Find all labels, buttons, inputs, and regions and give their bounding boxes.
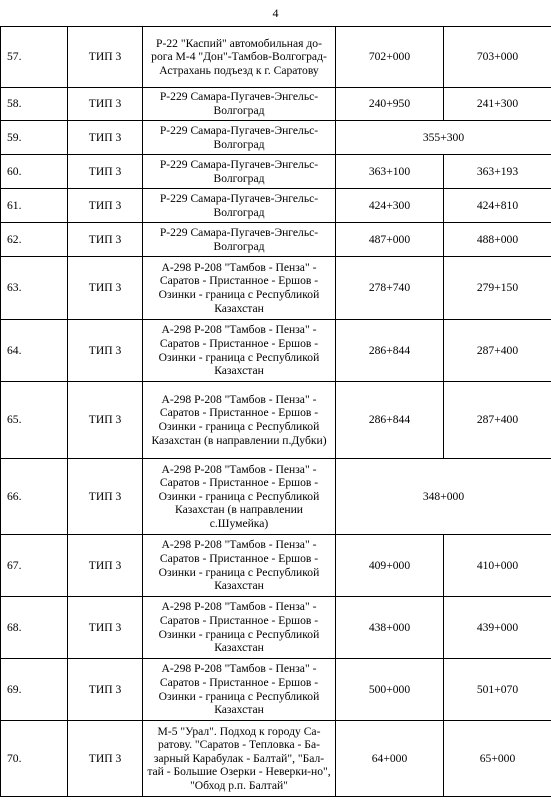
table-row — [1, 597, 551, 659]
row-type: ТИП 3 — [68, 257, 143, 320]
row-type: ТИП 3 — [68, 155, 143, 189]
row-number: 63. — [1, 257, 68, 320]
row-road: А-298 Р-208 "Тамбов - Пенза" - Саратов - Пристанное - Ершов - Озинки - граница с Республикой Казахстан — [143, 659, 336, 721]
table-row — [1, 382, 551, 459]
row-number: 57. — [1, 27, 68, 88]
row-road: А-298 Р-208 "Тамбов - Пенза" - Саратов - Пристанное - Ершов - Озинки - граница с Республикой Казахстан — [143, 535, 336, 597]
table-row — [1, 320, 551, 382]
table-row — [1, 721, 551, 797]
table-row — [1, 257, 551, 320]
row-type: ТИП 3 — [68, 189, 143, 223]
row-end: 410+000 — [444, 535, 551, 597]
row-number: 70. — [1, 721, 68, 797]
row-type: ТИП 3 — [68, 659, 143, 721]
row-number: 69. — [1, 659, 68, 721]
row-number: 60. — [1, 155, 68, 189]
row-number: 62. — [1, 223, 68, 257]
table-row — [1, 659, 551, 721]
row-type: ТИП 3 — [68, 597, 143, 659]
row-end: 703+000 — [444, 27, 551, 88]
row-road: Р-22 "Каспий" автомобильная до-рога М-4 "Дон"-Тамбов-Волгоград-Астрахань подъезд к г. Саратову — [143, 27, 336, 88]
row-road: А-298 Р-208 "Тамбов - Пенза" - Саратов - Пристанное - Ершов - Озинки - граница с Республикой Казахстан — [143, 257, 336, 320]
row-end: 439+000 — [444, 597, 551, 659]
row-number: 68. — [1, 597, 68, 659]
row-road: А-298 Р-208 "Тамбов - Пенза" - Саратов - Пристанное - Ершов - Озинки - граница с Республикой Казахстан — [143, 320, 336, 382]
row-number: 67. — [1, 535, 68, 597]
table-row — [1, 121, 551, 155]
row-start: 438+000 — [336, 597, 444, 659]
row-number: 59. — [1, 121, 68, 155]
row-start: 286+844 — [336, 382, 444, 459]
row-road: Р-229 Самара-Пугачев-Энгельс-Волгоград — [143, 155, 336, 189]
row-end: 501+070 — [444, 659, 551, 721]
row-start: 286+844 — [336, 320, 444, 382]
row-number: 58. — [1, 88, 68, 121]
row-km-merged: 355+300 — [336, 121, 551, 155]
row-end: 65+000 — [444, 721, 551, 797]
table-row — [1, 223, 551, 257]
table-row — [1, 459, 551, 535]
row-start: 240+950 — [336, 88, 444, 121]
row-end: 363+193 — [444, 155, 551, 189]
row-start: 363+100 — [336, 155, 444, 189]
row-end: 287+400 — [444, 320, 551, 382]
row-road: Р-229 Самара-Пугачев-Энгельс-Волгоград — [143, 189, 336, 223]
row-number: 64. — [1, 320, 68, 382]
row-type: ТИП 3 — [68, 721, 143, 797]
row-end: 241+300 — [444, 88, 551, 121]
table-row — [1, 155, 551, 189]
row-end: 287+400 — [444, 382, 551, 459]
row-road: М-5 "Урал". Подход к городу Са-ратову. "Саратов - Тепловка - Ба-зарный Карабулак - Балтай", "Бал-тай - Большие Озерки - Неверки-но", "Обход р.п. Балтай" — [143, 721, 336, 797]
table-row — [1, 535, 551, 597]
row-start: 409+000 — [336, 535, 444, 597]
row-end: 488+000 — [444, 223, 551, 257]
row-type: ТИП 3 — [68, 320, 143, 382]
table-row — [1, 189, 551, 223]
row-type: ТИП 3 — [68, 382, 143, 459]
row-km-merged: 348+000 — [336, 459, 551, 535]
row-start: 702+000 — [336, 27, 444, 88]
row-road: Р-229 Самара-Пугачев-Энгельс-Волгоград — [143, 121, 336, 155]
row-type: ТИП 3 — [68, 459, 143, 535]
row-start: 278+740 — [336, 257, 444, 320]
table-row — [1, 27, 551, 88]
row-type: ТИП 3 — [68, 121, 143, 155]
row-number: 61. — [1, 189, 68, 223]
row-road: А-298 Р-208 "Тамбов - Пенза" - Саратов - Пристанное - Ершов - Озинки - граница с Республикой Казахстан — [143, 597, 336, 659]
row-type: ТИП 3 — [68, 535, 143, 597]
row-start: 487+000 — [336, 223, 444, 257]
row-end: 424+810 — [444, 189, 551, 223]
page-number: 4 — [272, 6, 279, 20]
row-start: 64+000 — [336, 721, 444, 797]
row-road: А-298 Р-208 "Тамбов - Пенза" - Саратов - Пристанное - Ершов - Озинки - граница с Республикой Казахстан (в направлении с.Шумейка) — [143, 459, 336, 535]
row-type: ТИП 3 — [68, 88, 143, 121]
row-start: 424+300 — [336, 189, 444, 223]
row-number: 66. — [1, 459, 68, 535]
row-road: Р-229 Самара-Пугачев-Энгельс-Волгоград — [143, 223, 336, 257]
row-end: 279+150 — [444, 257, 551, 320]
road-sections-table — [0, 26, 551, 797]
row-type: ТИП 3 — [68, 27, 143, 88]
row-start: 500+000 — [336, 659, 444, 721]
row-road: А-298 Р-208 "Тамбов - Пенза" - Саратов - Пристанное - Ершов - Озинки - граница с Республикой Казахстан (в направлении п.Дубки) — [143, 382, 336, 459]
row-type: ТИП 3 — [68, 223, 143, 257]
row-road: Р-229 Самара-Пугачев-Энгельс-Волгоград — [143, 88, 336, 121]
row-number: 65. — [1, 382, 68, 459]
table-row — [1, 88, 551, 121]
